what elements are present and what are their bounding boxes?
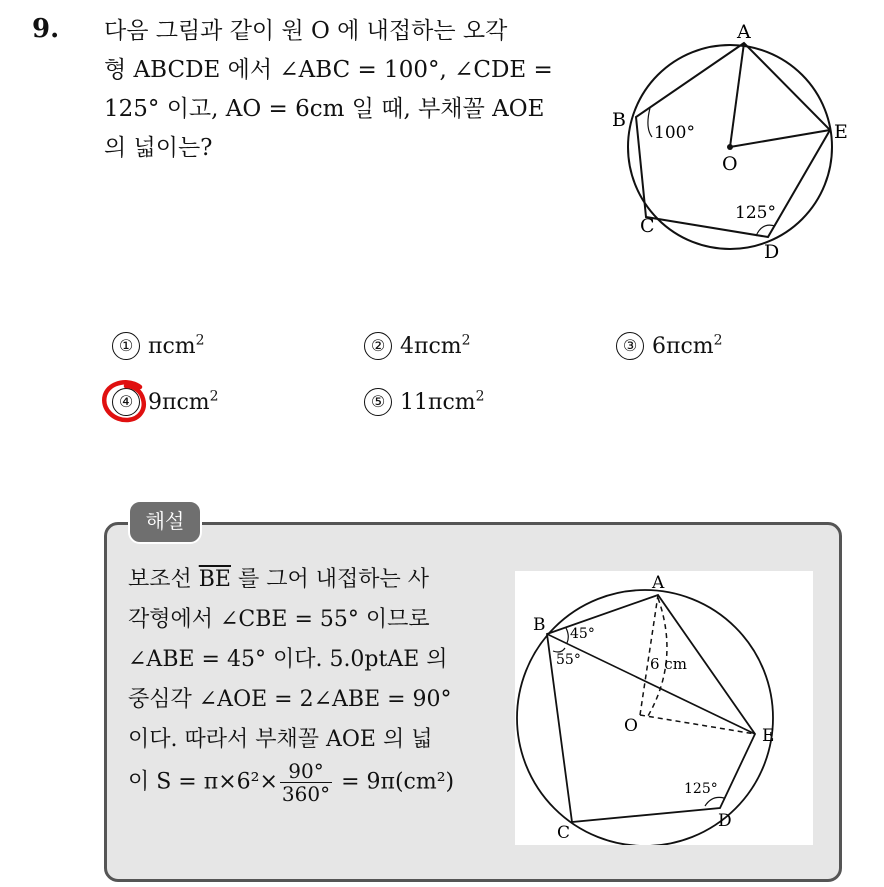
- choice-text: πcm: [148, 334, 196, 359]
- label-d: D: [764, 241, 780, 263]
- angle-label-d: 125°: [735, 203, 776, 223]
- choice-number: ②: [364, 332, 392, 360]
- choice-exponent: 2: [461, 332, 471, 349]
- choice-5[interactable]: [364, 388, 485, 416]
- question-text: [104, 12, 584, 168]
- radius-oe: [730, 130, 830, 147]
- choice-text: 4πcm: [400, 334, 462, 359]
- choice-number: ①: [112, 332, 140, 360]
- solution-line: 이다. 따라서 부채꼴 AOE 의 넓: [128, 727, 433, 752]
- solution-line: 각형에서 ∠CBE = 55° 이므로: [128, 607, 430, 632]
- question-line: 125° 이고, AO = 6cm 일 때, 부채꼴 AOE: [104, 96, 545, 122]
- solution-line: [128, 560, 498, 600]
- choice-number: ④: [112, 388, 140, 416]
- question-number: 9.: [32, 14, 60, 44]
- solution-tab: 해설: [128, 500, 202, 544]
- choice-exponent: 2: [195, 332, 205, 349]
- choice-text: 6πcm: [652, 334, 714, 359]
- question-line: 다음 그림과 같이 원 O 에 내접하는 오각: [104, 18, 508, 44]
- solution-line: [128, 760, 498, 805]
- fraction-numerator: 90°: [280, 760, 332, 783]
- radius-oe: [640, 715, 755, 734]
- choice-number: ⑤: [364, 388, 392, 416]
- label-e: E: [834, 121, 848, 143]
- pentagon-figure: [600, 18, 870, 268]
- label-o: O: [722, 153, 738, 175]
- question-line: 의 넓이는?: [104, 135, 213, 161]
- angle-label-abe: 45°: [570, 626, 595, 642]
- angle-arc-b: [648, 108, 652, 137]
- choice-2[interactable]: [364, 332, 471, 360]
- solution-text: [128, 560, 498, 805]
- answer-mark-circle: [100, 377, 152, 427]
- fraction: [280, 760, 332, 805]
- label-d: D: [718, 811, 732, 831]
- center-point: [727, 144, 733, 150]
- solution-line1-pre: 보조선: [128, 567, 199, 592]
- radius-label: 6 cm: [650, 655, 687, 673]
- fraction-denominator: 360°: [281, 782, 331, 806]
- choice-3[interactable]: [616, 332, 723, 360]
- angle-label-cbe: 55°: [556, 652, 581, 668]
- radius-ao: [730, 43, 744, 147]
- circumcircle: [517, 590, 773, 845]
- choice-1[interactable]: [112, 332, 205, 360]
- formula-pre: 이 S = π×6²×: [128, 769, 278, 795]
- angle-label-d: 125°: [684, 781, 718, 797]
- question-line: 형 ABCDE 에서 ∠ABC = 100°, ∠CDE =: [104, 57, 553, 83]
- label-a: A: [737, 21, 751, 43]
- angle-label-b: 100°: [654, 123, 695, 143]
- label-c: C: [640, 215, 655, 237]
- label-o: O: [624, 716, 638, 736]
- choice-text: 11πcm: [400, 390, 476, 415]
- choice-exponent: 2: [713, 332, 723, 349]
- choice-exponent: 2: [209, 388, 219, 405]
- segment-be: $\overline{BE}$: [198, 567, 231, 592]
- label-b: B: [533, 615, 546, 635]
- angle-arc-abe: [566, 628, 568, 643]
- formula-post: = 9π(cm²): [334, 769, 455, 795]
- label-c: C: [557, 823, 571, 843]
- label-a: A: [652, 573, 665, 593]
- solution-line: ∠ABE = 45° 이다. 5.0ptAE 의: [128, 647, 448, 672]
- choice-number: ③: [616, 332, 644, 360]
- choice-exponent: 2: [475, 388, 485, 405]
- label-b: B: [612, 109, 626, 131]
- solution-figure: [515, 571, 813, 845]
- solution-line: 중심각 ∠AOE = 2∠ABE = 90°: [128, 687, 452, 712]
- choice-text: 9πcm: [148, 390, 210, 415]
- label-e: E: [762, 726, 775, 746]
- solution-line1-post: 를 그어 내접하는 사: [230, 567, 429, 592]
- segment-be: [547, 634, 755, 734]
